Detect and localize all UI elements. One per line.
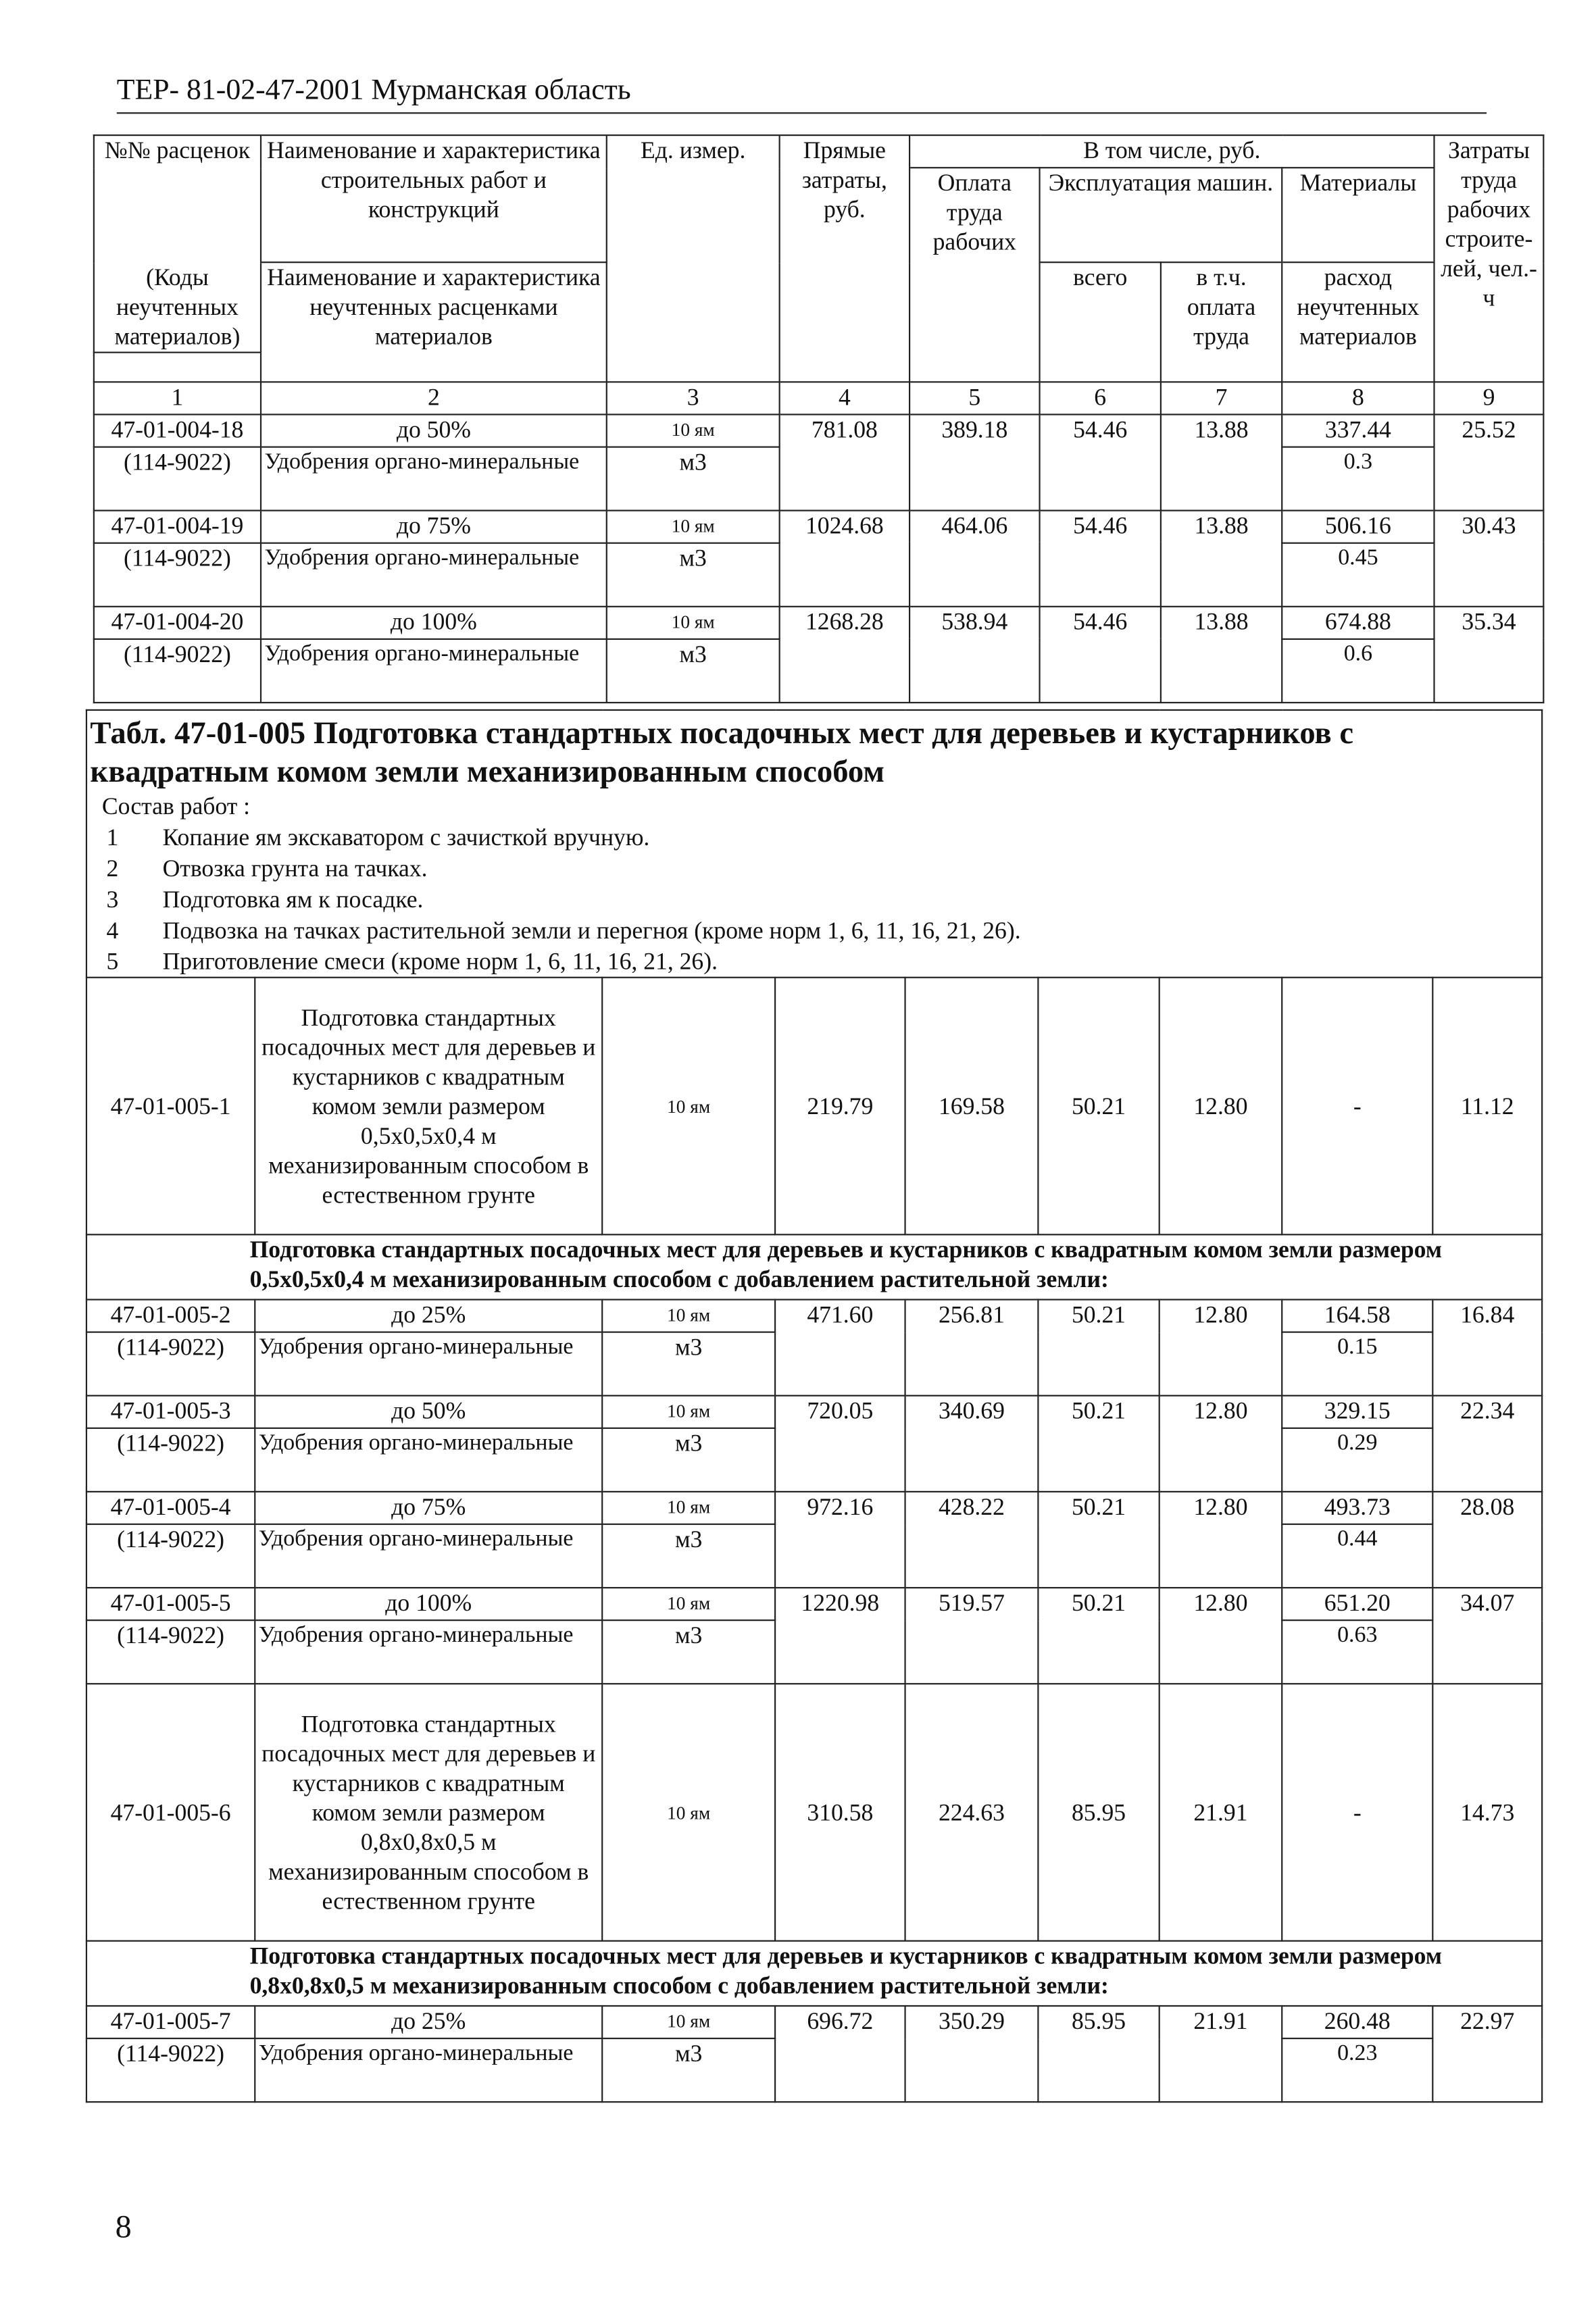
running-header: ТЕР- 81-02-47-2001 Мурманская область [116, 74, 631, 107]
machine-labor: 12.80 [1159, 1300, 1282, 1396]
direct-cost: 972.16 [775, 1492, 905, 1588]
unit: 10 ям [607, 510, 780, 543]
material-use: 0.15 [1282, 1332, 1432, 1396]
col-header-unit: Ед. измер. [607, 135, 780, 381]
materials-cost: 674.88 [1282, 606, 1434, 638]
machine-total: 50.21 [1038, 1300, 1159, 1396]
material-use: 0.44 [1282, 1524, 1432, 1588]
machine-total: 50.21 [1038, 1396, 1159, 1492]
rate-row [94, 606, 1544, 638]
work-step [102, 915, 1526, 946]
labor-hours: 34.07 [1432, 1588, 1542, 1684]
material-use: 0.45 [1282, 543, 1434, 606]
work-step-number: 5 [106, 947, 119, 976]
col-header-name: Наименование и характеристика строительных работ и конструкций [261, 135, 607, 262]
work-name: до 50% [255, 1396, 602, 1428]
labor-hours: 35.34 [1435, 606, 1544, 702]
unit: 10 ям [602, 1684, 775, 1941]
material-unit: м3 [607, 638, 780, 702]
unit: 10 ям [602, 1588, 775, 1620]
material-code: (114-9022) [86, 1428, 255, 1492]
work-name: до 75% [255, 1492, 602, 1524]
rate-code: 47-01-005-2 [86, 1300, 255, 1332]
col-num: 7 [1161, 381, 1282, 413]
labor-pay: 169.58 [905, 978, 1039, 1235]
machine-total: 85.95 [1038, 2006, 1159, 2102]
material-unit: м3 [602, 1620, 775, 1684]
material-unit: м3 [607, 447, 780, 510]
materials-cost: 260.48 [1282, 2006, 1432, 2038]
material-code: (114-9022) [86, 2038, 255, 2102]
work-name: до 50% [261, 413, 607, 446]
rate-row [86, 978, 1542, 1235]
material-unit: м3 [607, 543, 780, 606]
work-step-number: 2 [106, 854, 119, 882]
labor-pay: 464.06 [909, 510, 1039, 606]
work-step [102, 822, 1526, 853]
direct-cost: 781.08 [780, 413, 909, 509]
col-header-material-codes: (Коды неучтенных материалов) [94, 262, 261, 351]
col-num: 9 [1435, 381, 1544, 413]
table-title: Табл. 47-01-005 Подготовка стандартных посадочных мест для деревьев и кустарников с квадратным комом земли механизированным способом [90, 715, 1354, 789]
labor-hours: 28.08 [1432, 1492, 1542, 1588]
rate-code: 47-01-005-4 [86, 1492, 255, 1524]
work-step [102, 884, 1526, 915]
machine-total: 50.21 [1038, 978, 1159, 1235]
col-header-material-use: расход неучтенных материалов [1282, 262, 1434, 381]
table-title-block [86, 710, 1542, 978]
material-use: 0.63 [1282, 1620, 1432, 1684]
machine-total: 54.46 [1040, 413, 1161, 509]
machine-labor: 21.91 [1159, 2006, 1282, 2102]
material-name: Удобрения органо-минеральные [255, 1524, 602, 1588]
material-use: 0.6 [1282, 638, 1434, 702]
material-code: (114-9022) [86, 1332, 255, 1396]
rate-row [86, 1396, 1542, 1428]
material-code: (114-9022) [94, 447, 261, 510]
machine-labor: 13.88 [1161, 413, 1282, 509]
materials-cost: - [1282, 1684, 1432, 1941]
labor-hours: 22.34 [1432, 1396, 1542, 1492]
direct-cost: 696.72 [775, 2006, 905, 2102]
col-num: 8 [1282, 381, 1434, 413]
rate-code: 47-01-005-1 [86, 978, 255, 1235]
work-name: Подготовка стандартных посадочных мест для деревьев и кустарников с квадратным комом земли размером 0,5х0,5х0,4 м механизированным способом в естественном грунте [255, 978, 602, 1235]
labor-pay: 389.18 [909, 413, 1039, 509]
col-num: 6 [1040, 381, 1161, 413]
col-num: 3 [607, 381, 780, 413]
labor-hours: 25.52 [1435, 413, 1544, 509]
rate-code: 47-01-004-18 [94, 413, 261, 446]
rate-code: 47-01-005-5 [86, 1588, 255, 1620]
work-name: до 75% [261, 510, 607, 543]
labor-hours: 14.73 [1432, 1684, 1542, 1941]
labor-pay: 224.63 [905, 1684, 1039, 1941]
machine-total: 50.21 [1038, 1588, 1159, 1684]
work-composition [87, 790, 1541, 977]
subsection-row [86, 1941, 1542, 2006]
col-header-codes: №№ расценок [94, 135, 261, 262]
machine-total: 85.95 [1038, 1684, 1159, 1941]
material-name: Удобрения органо-минеральные [261, 543, 607, 606]
rates-table-005 [86, 709, 1543, 2103]
machine-labor: 13.88 [1161, 606, 1282, 702]
header-rule [117, 112, 1487, 114]
col-header-machines: Эксплуатация машин. [1040, 168, 1282, 262]
material-unit: м3 [602, 1332, 775, 1396]
subsection-heading: Подготовка стандартных посадочных мест для деревьев и кустарников с квадратным комом земли размером 0,8х0,8х0,5 м механизированным способом с добавлением растительной земли: [86, 1941, 1542, 2006]
col-header-including: В том числе, руб. [909, 135, 1434, 168]
labor-pay: 428.22 [905, 1492, 1039, 1588]
unit: 10 ям [602, 2006, 775, 2038]
material-code: (114-9022) [86, 1524, 255, 1588]
work-step-text: Подвозка на тачках растительной земли и перегноя (кроме норм 1, 6, 11, 16, 21, 26). [162, 916, 1021, 945]
rate-row [86, 1300, 1542, 1332]
unit: 10 ям [607, 413, 780, 446]
rate-row [94, 413, 1544, 446]
direct-cost: 720.05 [775, 1396, 905, 1492]
materials-cost: 329.15 [1282, 1396, 1432, 1428]
work-step-text: Отвозка грунта на тачках. [162, 854, 428, 882]
material-name: Удобрения органо-минеральные [255, 2038, 602, 2102]
work-step-number: 3 [106, 885, 119, 913]
material-unit: м3 [602, 1428, 775, 1492]
unit: 10 ям [602, 1492, 775, 1524]
materials-cost: 164.58 [1282, 1300, 1432, 1332]
col-header-mach-labor: в т.ч. оплата труда [1161, 262, 1282, 381]
material-name: Удобрения органо-минеральные [255, 1332, 602, 1396]
col-header-labor-hours: Затраты труда рабочих строите-лей, чел.-ч [1435, 135, 1544, 381]
machine-labor: 12.80 [1159, 1492, 1282, 1588]
work-composition-label: Состав работ : [101, 792, 251, 820]
materials-cost: 493.73 [1282, 1492, 1432, 1524]
work-name: до 25% [255, 1300, 602, 1332]
material-name: Удобрения органо-минеральные [255, 1620, 602, 1684]
materials-cost: - [1282, 978, 1432, 1235]
material-use: 0.3 [1282, 447, 1434, 510]
labor-pay: 340.69 [905, 1396, 1039, 1492]
rate-code: 47-01-005-3 [86, 1396, 255, 1428]
subsection-row [86, 1234, 1542, 1299]
material-unit: м3 [602, 2038, 775, 2102]
material-use: 0.29 [1282, 1428, 1432, 1492]
rate-row [86, 2006, 1542, 2038]
col-header-mach-total: всего [1040, 262, 1161, 381]
material-unit: м3 [602, 1524, 775, 1588]
rate-row [86, 1492, 1542, 1524]
work-name: до 100% [255, 1588, 602, 1620]
rate-code: 47-01-004-20 [94, 606, 261, 638]
work-name: до 100% [261, 606, 607, 638]
unit: 10 ям [602, 978, 775, 1235]
labor-pay: 538.94 [909, 606, 1039, 702]
materials-cost: 651.20 [1282, 1588, 1432, 1620]
col-num: 5 [909, 381, 1039, 413]
rate-row [86, 1588, 1542, 1620]
material-code: (114-9022) [94, 638, 261, 702]
materials-cost: 506.16 [1282, 510, 1434, 543]
labor-hours: 11.12 [1432, 978, 1542, 1235]
material-name: Удобрения органо-минеральные [261, 447, 607, 510]
unit: 10 ям [602, 1396, 775, 1428]
machine-labor: 13.88 [1161, 510, 1282, 606]
labor-pay: 256.81 [905, 1300, 1039, 1396]
work-step [102, 853, 1526, 884]
col-num: 1 [94, 381, 261, 413]
labor-hours: 30.43 [1435, 510, 1544, 606]
direct-cost: 1024.68 [780, 510, 909, 606]
work-step-number: 1 [106, 823, 119, 851]
unit: 10 ям [607, 606, 780, 638]
work-step [102, 946, 1526, 977]
work-name: до 25% [255, 2006, 602, 2038]
labor-pay: 350.29 [905, 2006, 1039, 2102]
rate-code: 47-01-005-6 [86, 1684, 255, 1941]
work-step-text: Подготовка ям к посадке. [162, 885, 424, 913]
col-header-material-names: Наименование и характеристика неучтенных расценками материалов [261, 262, 607, 381]
rate-row [86, 1684, 1542, 1941]
col-num: 4 [780, 381, 909, 413]
work-step-text: Приготовление смеси (кроме норм 1, 6, 11, 16, 21, 26). [162, 947, 718, 976]
column-numbers-row [94, 381, 1544, 413]
labor-hours: 22.97 [1432, 2006, 1542, 2102]
materials-cost: 337.44 [1282, 413, 1434, 446]
rate-row [94, 510, 1544, 543]
work-step-number: 4 [106, 916, 119, 945]
page-number: 8 [115, 2207, 132, 2245]
col-header-direct: Прямые затраты, руб. [780, 135, 909, 381]
machine-total: 54.46 [1040, 606, 1161, 702]
material-name: Удобрения органо-минеральные [255, 1428, 602, 1492]
direct-cost: 310.58 [775, 1684, 905, 1941]
machine-total: 50.21 [1038, 1492, 1159, 1588]
labor-pay: 519.57 [905, 1588, 1039, 1684]
machine-labor: 12.80 [1159, 1396, 1282, 1492]
work-step-text: Копание ям экскаватором с зачисткой вручную. [162, 823, 650, 851]
rate-code: 47-01-004-19 [94, 510, 261, 543]
rate-code: 47-01-005-7 [86, 2006, 255, 2038]
subsection-heading: Подготовка стандартных посадочных мест для деревьев и кустарников с квадратным комом земли размером 0,5х0,5х0,4 м механизированным способом с добавлением растительной земли: [86, 1234, 1542, 1299]
labor-hours: 16.84 [1432, 1300, 1542, 1396]
material-name: Удобрения органо-минеральные [261, 638, 607, 702]
unit: 10 ям [602, 1300, 775, 1332]
col-header-labor-pay: Оплата труда рабочих [909, 168, 1039, 381]
rates-table-top [93, 134, 1545, 703]
machine-labor: 21.91 [1159, 1684, 1282, 1941]
material-code: (114-9022) [86, 1620, 255, 1684]
machine-labor: 12.80 [1159, 978, 1282, 1235]
machine-labor: 12.80 [1159, 1588, 1282, 1684]
material-code: (114-9022) [94, 543, 261, 606]
col-header-materials: Материалы [1282, 168, 1434, 262]
direct-cost: 471.60 [775, 1300, 905, 1396]
work-name: Подготовка стандартных посадочных мест для деревьев и кустарников с квадратным комом земли размером 0,8х0,8х0,5 м механизированным способом в естественном грунте [255, 1684, 602, 1941]
col-num: 2 [261, 381, 607, 413]
material-use: 0.23 [1282, 2038, 1432, 2102]
direct-cost: 219.79 [775, 978, 905, 1235]
direct-cost: 1220.98 [775, 1588, 905, 1684]
machine-total: 54.46 [1040, 510, 1161, 606]
direct-cost: 1268.28 [780, 606, 909, 702]
